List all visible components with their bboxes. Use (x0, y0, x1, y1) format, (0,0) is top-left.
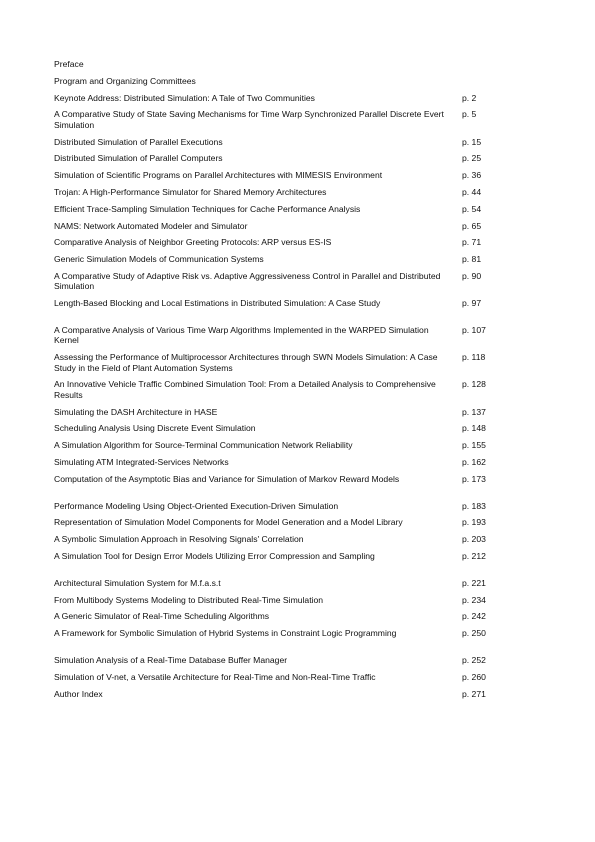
toc-entry[interactable] (54, 352, 494, 373)
toc-entry[interactable] (54, 379, 494, 400)
toc-entry-title[interactable]: Preface (54, 59, 84, 69)
toc-entry-page: p. 148 (462, 423, 486, 434)
toc-entry-title[interactable]: Scheduling Analysis Using Discrete Event Simulation (54, 423, 256, 434)
toc-entry-page: p. 242 (462, 611, 486, 622)
toc-entry-title[interactable]: A Generic Simulator of Real-Time Scheduling Algorithms (54, 611, 270, 622)
toc-entry-page: p. 71 (462, 237, 482, 248)
toc-entry[interactable] (54, 578, 494, 588)
toc-entry-title[interactable]: From Multibody Systems Modeling to Distributed Real-Time Simulation (54, 594, 324, 605)
toc-entry-title[interactable]: Generic Simulation Models of Communication Systems (54, 254, 264, 265)
toc-entry-title[interactable]: A Comparative Analysis of Various Time Warp Algorithms Implemented in the WARPED Simulation Kernel (54, 324, 429, 346)
toc-entry-page: p. 203 (462, 534, 486, 545)
toc-entry-title[interactable]: A Simulation Tool for Design Error Models Utilizing Error Compression and Sampling (54, 550, 375, 561)
toc-entry-page: p. 90 (462, 270, 482, 281)
toc-entry[interactable] (54, 407, 494, 417)
toc-entry[interactable] (54, 534, 494, 544)
toc-entry-title[interactable]: Simulating ATM Integrated-Services Networks (54, 456, 229, 467)
toc-entry-title[interactable]: Simulation of Scientific Programs on Parallel Architectures with MIMESIS Environment (54, 170, 383, 181)
toc-entry[interactable] (54, 153, 494, 163)
toc-entry-title[interactable]: A Simulation Algorithm for Source-Terminal Communication Network Reliability (54, 440, 353, 451)
toc-entry-title[interactable]: Architectural Simulation System for M.f.a.s.t (54, 577, 221, 588)
toc-entry[interactable] (54, 137, 494, 147)
toc-entry[interactable] (54, 76, 494, 86)
toc-entry[interactable] (54, 655, 494, 665)
toc-entry-title[interactable]: Author Index (54, 688, 103, 699)
toc-entry-page: p. 128 (462, 379, 486, 390)
toc-entry-page: p. 271 (462, 688, 486, 699)
toc-entry[interactable] (54, 187, 494, 197)
toc-entry-title[interactable]: Simulation of V-net, a Versatile Architecture for Real-Time and Non-Real-Time Traffic (54, 671, 376, 682)
toc-entry-page: p. 212 (462, 550, 486, 561)
toc-entry[interactable] (54, 501, 494, 511)
toc-entry[interactable] (54, 423, 494, 433)
toc-entry[interactable] (54, 170, 494, 180)
toc-entry-page: p. 44 (462, 186, 482, 197)
toc-entry-page: p. 193 (462, 517, 486, 528)
toc-entry[interactable] (54, 221, 494, 231)
toc-entry-title[interactable]: Trojan: A High-Performance Simulator for Shared Memory Architectures (54, 186, 327, 197)
toc-entry[interactable] (54, 325, 494, 346)
toc-entry-title[interactable]: Comparative Analysis of Neighbor Greeting Protocols: ARP versus ES-IS (54, 237, 332, 248)
toc-entry-page: p. 65 (462, 220, 482, 231)
table-of-contents (54, 59, 494, 705)
toc-entry[interactable] (54, 457, 494, 467)
toc-entry-title[interactable]: Performance Modeling Using Object-Oriented Execution-Driven Simulation (54, 500, 339, 511)
toc-entry-title[interactable]: Distributed Simulation of Parallel Executions (54, 136, 223, 147)
toc-entry[interactable] (54, 109, 494, 130)
section-gap (54, 315, 494, 325)
toc-entry-page: p. 234 (462, 594, 486, 605)
toc-entry[interactable] (54, 254, 494, 264)
toc-entry[interactable] (54, 517, 494, 527)
toc-entry[interactable] (54, 59, 494, 69)
toc-entry-title[interactable]: Length-Based Blocking and Local Estimations in Distributed Simulation: A Case Study (54, 298, 381, 309)
toc-entry-page: p. 81 (462, 254, 482, 265)
toc-entry-title[interactable]: Simulation Analysis of a Real-Time Database Buffer Manager (54, 654, 288, 665)
toc-entry-page: p. 107 (462, 324, 486, 335)
toc-entry-title[interactable]: A Comparative Study of State Saving Mechanisms for Time Warp Synchronized Parallel Discrete Evert Simulation (54, 109, 444, 130)
toc-entry[interactable] (54, 271, 494, 292)
section-gap (54, 645, 494, 655)
toc-entry[interactable] (54, 595, 494, 605)
toc-entry[interactable] (54, 237, 494, 247)
toc-entry-page: p. 221 (462, 577, 486, 588)
toc-entry-title[interactable]: Assessing the Performance of Multiprocessor Architectures through SWN Models Simulation: A Case Study in the Field of Plant Automation Systems (54, 352, 438, 373)
toc-entry[interactable] (54, 689, 494, 699)
toc-entry-page: p. 260 (462, 671, 486, 682)
toc-entry-title[interactable]: Distributed Simulation of Parallel Computers (54, 153, 223, 164)
toc-entry-title[interactable]: Keynote Address: Distributed Simulation: A Tale of Two Communities (54, 92, 315, 103)
toc-entry-title[interactable]: Program and Organizing Committees (54, 75, 196, 86)
toc-entry-title[interactable]: Computation of the Asymptotic Bias and Variance for Simulation of Markov Reward Models (54, 473, 400, 484)
toc-entry-page: p. 155 (462, 440, 486, 451)
toc-entry-page: p. 25 (462, 153, 482, 164)
toc-entry[interactable] (54, 611, 494, 621)
toc-entry-title[interactable]: A Comparative Study of Adaptive Risk vs. Adaptive Aggressiveness Control in Parallel and Distributed Simulation (54, 270, 441, 292)
toc-entry-page: p. 15 (462, 136, 482, 147)
toc-entry[interactable] (54, 551, 494, 561)
toc-entry-page: p. 252 (462, 654, 486, 665)
toc-entry-page: p. 173 (462, 473, 486, 484)
toc-entry-page: p. 2 (462, 92, 477, 103)
toc-entry[interactable] (54, 628, 494, 638)
toc-entry[interactable] (54, 298, 494, 308)
toc-entry[interactable] (54, 204, 494, 214)
section-gap (54, 491, 494, 501)
toc-entry-page: p. 36 (462, 170, 482, 181)
toc-entry-page: p. 118 (462, 352, 486, 363)
section-gap (54, 568, 494, 578)
toc-entry-page: p. 97 (462, 298, 482, 309)
toc-entry-page: p. 162 (462, 456, 486, 467)
toc-entry-title[interactable]: A Framework for Symbolic Simulation of Hybrid Systems in Constraint Logic Programming (54, 628, 397, 639)
toc-entry-title[interactable]: A Symbolic Simulation Approach in Resolving Signals' Correlation (54, 534, 304, 545)
toc-entry[interactable] (54, 93, 494, 103)
toc-entry-page: p. 5 (462, 109, 477, 120)
toc-entry-title[interactable]: Simulating the DASH Architecture in HASE (54, 406, 218, 417)
toc-entry-page: p. 183 (462, 500, 486, 511)
toc-entry-title[interactable]: NAMS: Network Automated Modeler and Simulator (54, 220, 248, 231)
toc-entry-page: p. 137 (462, 406, 486, 417)
toc-entry-page: p. 250 (462, 628, 486, 639)
toc-entry-title[interactable]: An Innovative Vehicle Traffic Combined Simulation Tool: From a Detailed Analysis to Comprehensive Results (54, 379, 436, 400)
toc-entry[interactable] (54, 474, 494, 484)
toc-entry-title[interactable]: Efficient Trace-Sampling Simulation Techniques for Cache Performance Analysis (54, 203, 361, 214)
toc-entry-page: p. 54 (462, 203, 482, 214)
toc-entry-title[interactable]: Representation of Simulation Model Components for Model Generation and a Model Library (54, 517, 403, 528)
toc-entry[interactable] (54, 440, 494, 450)
toc-entry[interactable] (54, 672, 494, 682)
